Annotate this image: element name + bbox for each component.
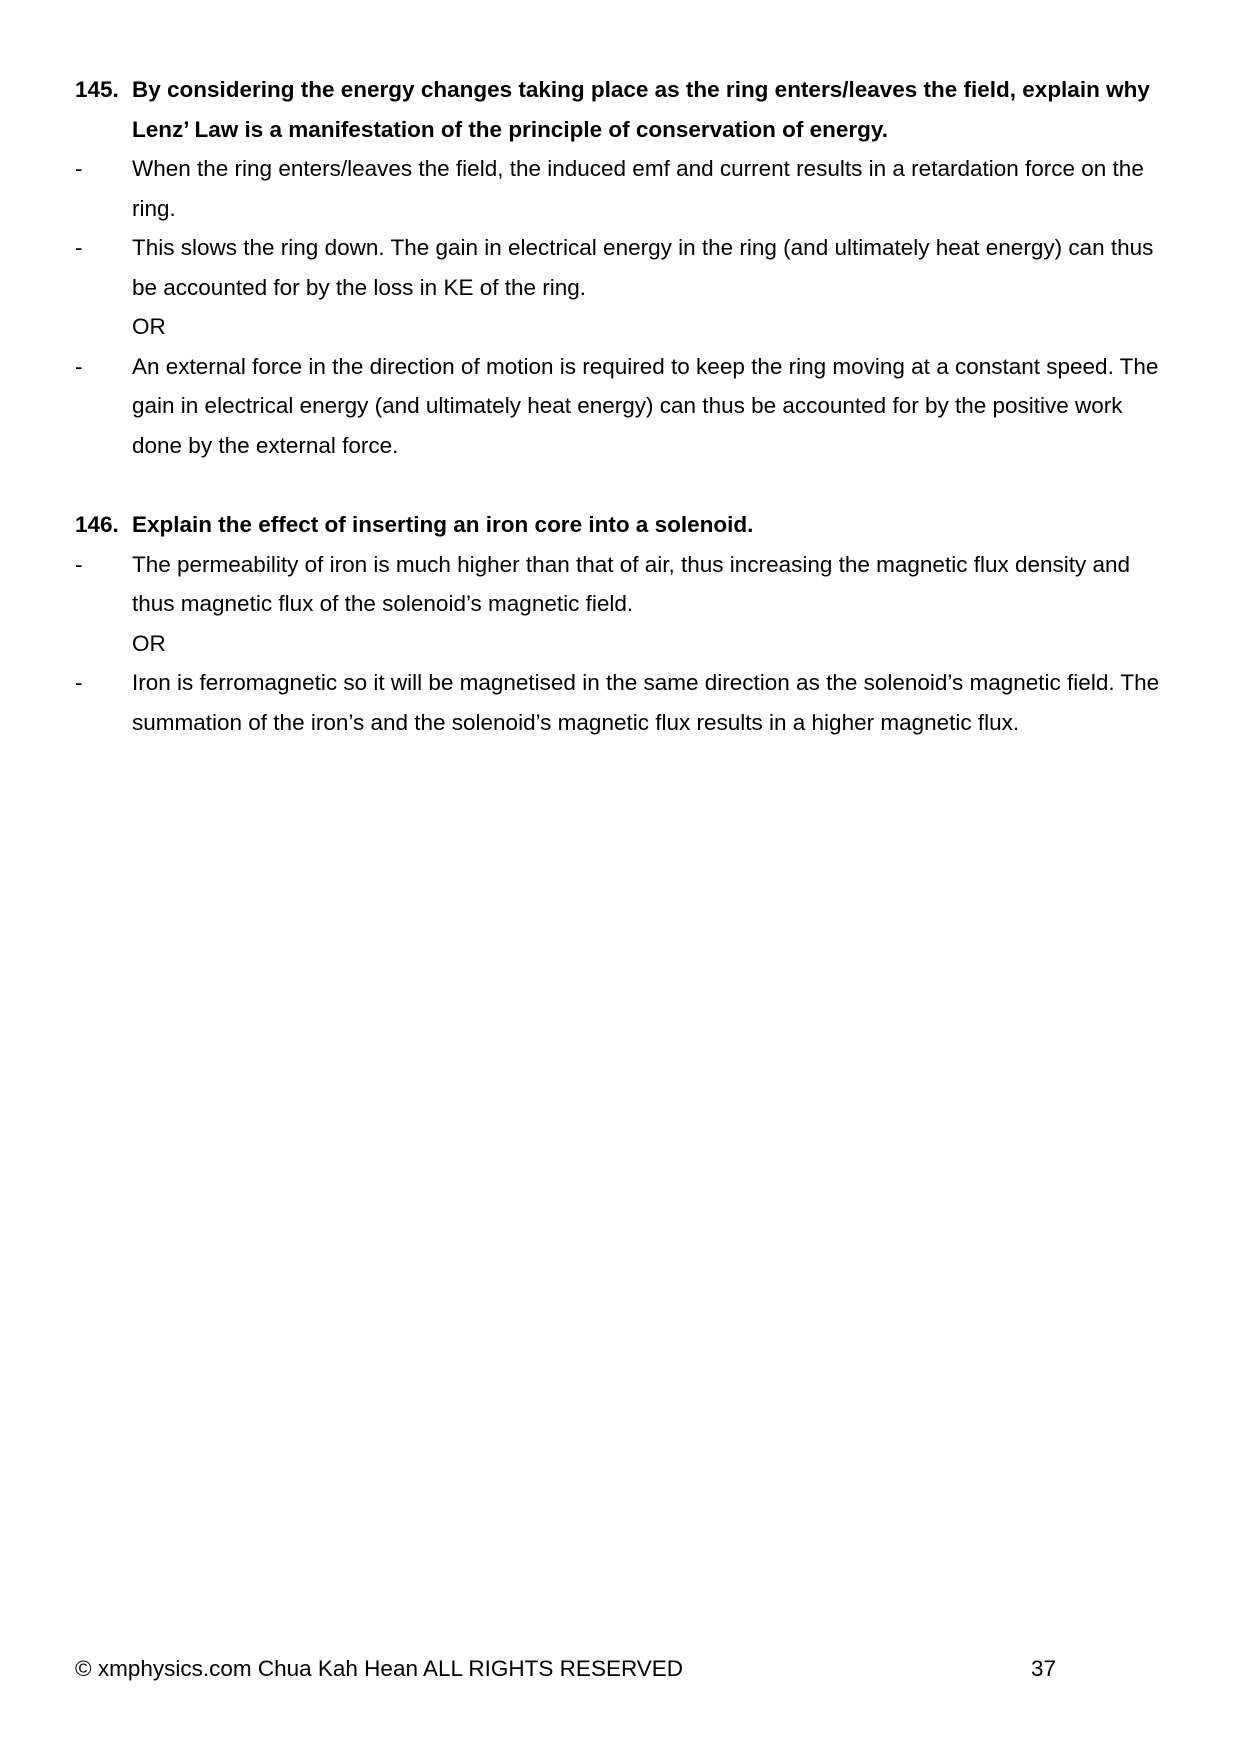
question-146-title <box>75 505 1175 545</box>
question-text: By considering the energy changes taking place as the ring enters/leaves the field, explain why Lenz’ Law is a manifestation of the principle of conservation of energy. <box>132 77 1150 142</box>
answer-text: Iron is ferromagnetic so it will be magnetised in the same direction as the solenoid’s magnetic field. The summation of the iron’s and the solenoid’s magnetic flux results in a higher magnetic flux. <box>132 670 1160 735</box>
or-separator: OR <box>132 314 166 339</box>
bullet-dash: - <box>75 156 83 181</box>
footer-copyright: © xmphysics.com Chua Kah Hean ALL RIGHTS RESERVED <box>75 1656 684 1681</box>
question-number: 146. <box>75 512 119 537</box>
page-number: 37 <box>1031 1656 1057 1681</box>
answer-text: An external force in the direction of motion is required to keep the ring moving at a constant speed. The gain in electrical energy (and ultimately heat energy) can thus be accounted for by the positive work done by the external force. <box>132 353 1159 458</box>
answer-point <box>75 545 1175 624</box>
answer-point <box>75 149 1175 228</box>
answer-point <box>75 663 1175 742</box>
or-separator: OR <box>132 630 166 656</box>
bullet-dash: - <box>75 353 83 379</box>
question-text: Explain the effect of inserting an iron core into a solenoid. <box>132 512 754 537</box>
answer-text: When the ring enters/leaves the field, the induced emf and current results in a retardation force on the ring. <box>132 156 1144 221</box>
question-145 <box>75 70 1175 465</box>
question-146 <box>75 505 1175 742</box>
bullet-dash: - <box>75 235 83 260</box>
answer-point <box>75 347 1175 466</box>
question-145-title <box>75 70 1175 149</box>
bullet-dash: - <box>75 551 83 577</box>
bullet-dash: - <box>75 670 83 695</box>
answer-point <box>75 228 1175 307</box>
answer-text: The permeability of iron is much higher than that of air, thus increasing the magnetic flux density and thus magnetic flux of the solenoid’s magnetic field. <box>132 551 1131 616</box>
answer-text: This slows the ring down. The gain in electrical energy in the ring (and ultimately heat energy) can thus be accounted for by the loss in KE of the ring. <box>132 235 1154 300</box>
question-number: 145. <box>75 77 119 102</box>
